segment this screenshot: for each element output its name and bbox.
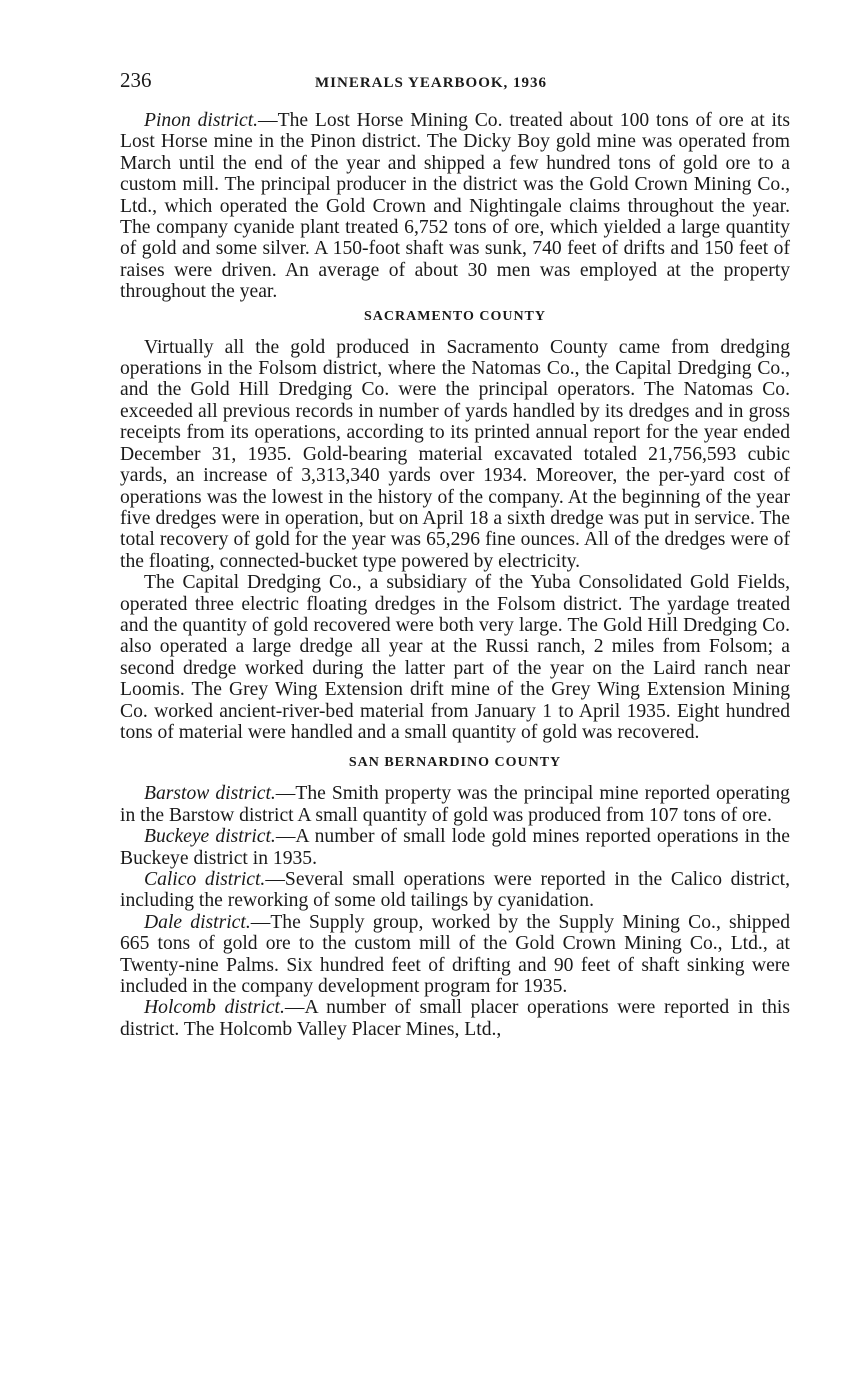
running-title: MINERALS YEARBOOK, 1936: [315, 75, 548, 91]
district-name: Buckeye district.: [144, 826, 276, 848]
district-name: Calico district.: [144, 869, 266, 890]
document-page: [120, 68, 790, 1040]
sacramento-paragraph-2: The Capital Dredging Co., a subsidiary of the Yuba Consolidated Gold Fields, operated three electric floating dredges in the Folsom district. The yardage treated and the quantity of gold recovered were both very large. The Gold Hill Dredging Co. also operated a large dredge all year at the Russi ranch, 2 miles from Folsom; a second dredge worked during the latter part of the year on the Laird ranch near Loomis. The Grey Wing Extension drift mine of the Grey Wing Extension Mining Co. worked ancient-river-bed material from January 1 to April 1935. Eight hundred tons of material were handled and a small quantity of gold was recovered.: [120, 572, 790, 743]
buckeye-district-paragraph: [120, 826, 790, 869]
section-heading-san-bernardino: SAN BERNARDINO COUNTY: [348, 755, 562, 771]
pinon-district-paragraph: [120, 110, 790, 303]
calico-district-paragraph: [120, 869, 790, 912]
district-name: Holcomb district.: [144, 997, 285, 1019]
paragraph-text: —Several small operations were reported in the Calico district, including the reworking of some old tailings by cyanidation.: [120, 869, 791, 912]
section-heading-sacramento: SACRAMENTO COUNTY: [363, 308, 547, 324]
district-name: Barstow district.: [144, 783, 276, 805]
holcomb-district-paragraph: [120, 997, 790, 1040]
running-header: [120, 68, 790, 100]
paragraph-text: —The Lost Horse Mining Co. treated about 100 tons of ore at its Lost Horse mine in the Pinon district. The Dicky Boy gold mine was operated from March until the end of the year and shipped a few hundred tons of gold ore to a custom mill. The principal producer in the district was the Gold Crown Mining Co., Ltd., which operated the Gold Crown and Nightingale claims throughout the year. The company cyanide plant treated 6,752 tons of ore, which yielded a large quantity of gold and some silver. A 150-foot shaft was sunk, 740 feet of drifts and 150 feet of raises were driven. An average of about 30 men was employed at the property throughout the year.: [120, 110, 790, 303]
district-name: Pinon district.: [144, 110, 259, 131]
paragraph-text: —A number of small placer operations were reported in this district. The Holcomb Valley Placer Mines, Ltd.,: [120, 997, 790, 1040]
page-number: 236: [120, 68, 152, 92]
paragraph-text: —The Smith property was the principal mine reported operating in the Barstow district A small quantity of gold was produced from 107 tons of ore.: [120, 783, 790, 826]
district-name: Dale district.: [144, 911, 251, 933]
paragraph-text: —The Supply group, worked by the Supply Mining Co., shipped 665 tons of gold ore to the custom mill of the Gold Crown Mining Co., Ltd., at Twenty-nine Palms. Six hundred feet of drifting and 90 feet of shaft sinking were included in the company development program for 1935.: [120, 911, 791, 998]
dale-district-paragraph: [120, 912, 790, 998]
sacramento-paragraph-1: Virtually all the gold produced in Sacramento County came from dredging operations in the Folsom district, where the Natomas Co., the Capital Dredging Co., and the Gold Hill Dredging Co. were the principal operators. The Natomas Co. exceeded all previous records in number of yards handled by its dredges and in gross receipts from its operations, according to its printed annual report for the year ended December 31, 1935. Gold-bearing material excavated totaled 21,756,593 cubic yards, an increase of 3,313,340 yards over 1934. Moreover, the per-yard cost of operations was the lowest in the history of the company. At the beginning of the year five dredges were in operation, but on April 18 a sixth dredge was put in service. The total recovery of gold for the year was 65,296 fine ounces. All of the dredges were of the floating, connected-bucket type powered by electricity.: [120, 336, 790, 572]
barstow-district-paragraph: [120, 783, 790, 826]
paragraph-text: —A number of small lode gold mines reported operations in the Buckeye district in 1935.: [120, 826, 790, 869]
